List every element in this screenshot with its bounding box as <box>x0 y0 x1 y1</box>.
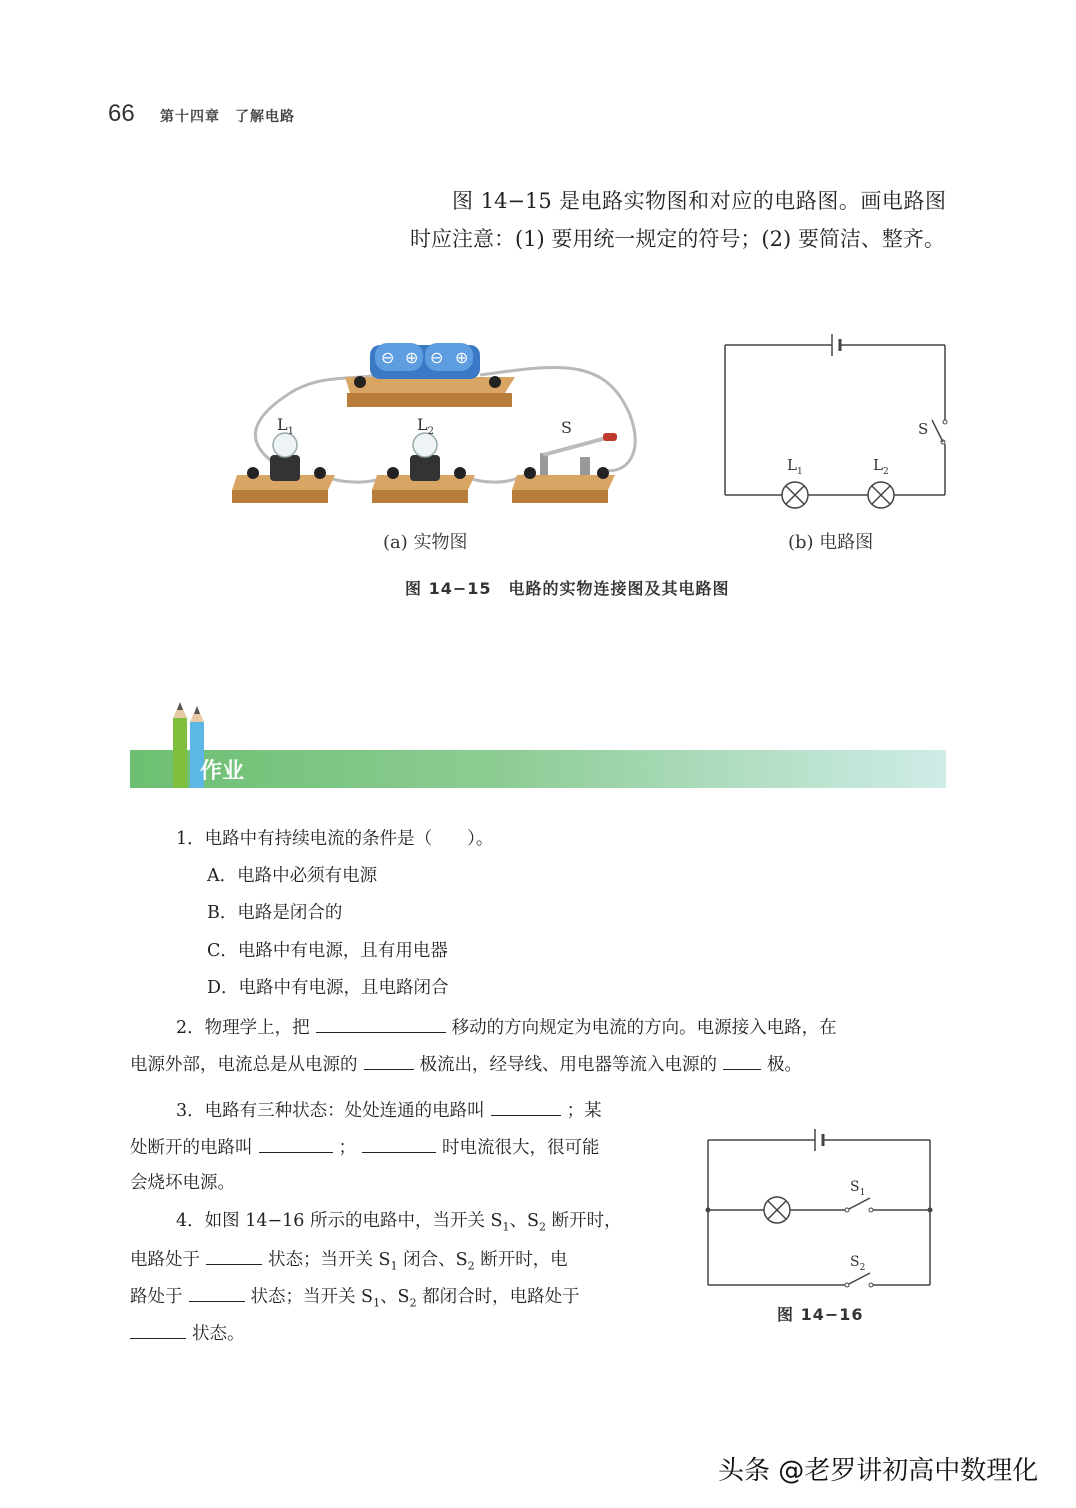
binding-post <box>524 467 536 479</box>
text: 移动的方向规定为电流的方向。电源接入电路，在 <box>451 1018 837 1038</box>
question-1-option-b: B．电路是闭合的 <box>207 903 343 923</box>
answer-blank[interactable] <box>364 1051 414 1070</box>
switch-clip <box>580 457 590 475</box>
section-banner <box>130 750 946 788</box>
figure-14-15-diagram <box>710 330 955 515</box>
figure-14-15-photo <box>225 335 645 520</box>
binding-post <box>387 467 399 479</box>
question-2-line-1 <box>176 1014 837 1040</box>
battery-board <box>345 377 515 393</box>
answer-blank[interactable] <box>723 1051 761 1070</box>
binding-post <box>489 376 501 388</box>
text: 电路处于 <box>130 1250 200 1270</box>
question-2-line-2 <box>130 1051 802 1077</box>
lamp-board-l2-side <box>372 490 468 503</box>
text: ；某 <box>566 1101 602 1121</box>
text: 断开时，电 <box>474 1250 568 1270</box>
chapter-title: 第十四章 了解电路 <box>160 109 295 125</box>
switch-symbol <box>932 420 943 442</box>
text: 极流出，经导线、用电器等流入电源的 <box>419 1055 717 1075</box>
pencil-green <box>173 718 187 788</box>
question-4-line-2 <box>130 1246 568 1279</box>
question-1-option-d: D．电路中有电源，且电路闭合 <box>207 978 449 998</box>
text: 、S <box>509 1211 540 1231</box>
label-l1: $L_1$ <box>787 456 803 477</box>
switch-handle <box>603 433 617 441</box>
switch-contact <box>869 1283 873 1287</box>
battery-sign: ⊖ <box>381 348 395 367</box>
question-3-line-3: 会烧坏电源。 <box>130 1173 235 1193</box>
question-1-option-a: A．电路中必须有电源 <box>207 866 378 886</box>
section-title: 作业 <box>200 759 245 784</box>
lamp-socket <box>270 455 300 481</box>
pencil-lead <box>194 706 200 714</box>
battery-sign: ⊖ <box>430 348 444 367</box>
switch-contact <box>869 1208 873 1212</box>
text: 闭合、S <box>397 1250 468 1270</box>
subscript: 2 <box>467 1259 475 1273</box>
intro-paragraph: 图 14−15 是电路实物图和对应的电路图。画电路图时应注意：(1) 要用统一规定的符号；(2) 要简洁、整齐。 <box>410 189 946 251</box>
text: 、S <box>380 1287 410 1307</box>
subscript: 1 <box>373 1296 381 1310</box>
answer-blank[interactable] <box>362 1134 436 1153</box>
binding-post <box>354 376 366 388</box>
label-l1: $L_1$ <box>277 415 294 437</box>
lamp-board-l1-side <box>232 490 328 503</box>
answer-blank[interactable] <box>130 1320 186 1339</box>
switch-contact <box>845 1283 849 1287</box>
text: 3．电路有三种状态：处处连通的电路叫 <box>176 1101 485 1121</box>
figure-14-16-title: 图 14−16 <box>777 1305 864 1324</box>
text: 都闭合时，电路处于 <box>416 1287 580 1307</box>
text: 处断开的电路叫 <box>130 1138 253 1158</box>
subscript: 2 <box>409 1296 417 1310</box>
label-s: S <box>918 420 929 438</box>
text: 状态；当开关 S <box>268 1250 391 1270</box>
label-s2: $S_2$ <box>850 1254 866 1273</box>
battery-sign: ⊕ <box>405 348 419 367</box>
question-1-stem: 1．电路中有持续电流的条件是（ ）。 <box>176 829 494 849</box>
battery-sign: ⊕ <box>455 348 469 367</box>
question-4-line-1 <box>176 1209 622 1240</box>
binding-post <box>597 467 609 479</box>
switch-contact <box>845 1208 849 1212</box>
text: ； <box>338 1138 356 1158</box>
answer-blank[interactable] <box>206 1246 262 1265</box>
question-1-option-c: C．电路中有电源，且有用电器 <box>207 941 448 961</box>
binding-post <box>247 467 259 479</box>
text: 状态。 <box>192 1324 245 1344</box>
label-s1: $S_1$ <box>850 1179 866 1198</box>
pencil-lead <box>177 702 183 710</box>
answer-blank[interactable] <box>316 1014 446 1033</box>
switch-s1-symbol <box>849 1198 870 1209</box>
caption-a: (a) 实物图 <box>383 532 468 553</box>
subscript: 1 <box>502 1220 510 1234</box>
text: 电源外部，电流总是从电源的 <box>130 1055 358 1075</box>
watermark: 头条 @老罗讲初高中数理化 <box>718 1456 1039 1486</box>
binding-post <box>314 467 326 479</box>
text: 状态；当开关 S <box>250 1287 374 1307</box>
text: 2．物理学上，把 <box>176 1018 310 1038</box>
label-s: S <box>561 418 572 437</box>
question-4-line-3 <box>130 1283 580 1316</box>
switch-s2-symbol <box>849 1273 870 1284</box>
text: 时电流很大，很可能 <box>442 1138 600 1158</box>
caption-b: (b) 电路图 <box>788 532 874 553</box>
subscript: 2 <box>539 1220 547 1234</box>
figure-14-16-diagram <box>700 1115 940 1295</box>
binding-post <box>454 467 466 479</box>
answer-blank[interactable] <box>491 1097 561 1116</box>
question-4-line-4 <box>130 1320 245 1346</box>
switch-board-side <box>512 490 608 503</box>
question-3-line-1 <box>176 1097 602 1123</box>
label-l2: $L_2$ <box>873 456 889 477</box>
battery-board-side <box>347 393 512 407</box>
question-3-line-2 <box>130 1134 600 1160</box>
lamp-socket <box>410 455 440 481</box>
figure-14-15-title: 图 14−15 电路的实物连接图及其电路图 <box>405 579 730 598</box>
subscript: 1 <box>390 1259 398 1273</box>
text: 极。 <box>767 1055 802 1075</box>
answer-blank[interactable] <box>189 1283 245 1302</box>
text: 断开时， <box>546 1211 622 1231</box>
switch-contact <box>943 420 947 424</box>
switch-blade <box>543 437 610 455</box>
answer-blank[interactable] <box>259 1134 333 1153</box>
page-number: 66 <box>108 100 135 127</box>
text: 路处于 <box>130 1287 183 1307</box>
text: 4．如图 14−16 所示的电路中，当开关 S <box>176 1211 503 1231</box>
label-l2: $L_2$ <box>417 415 434 437</box>
